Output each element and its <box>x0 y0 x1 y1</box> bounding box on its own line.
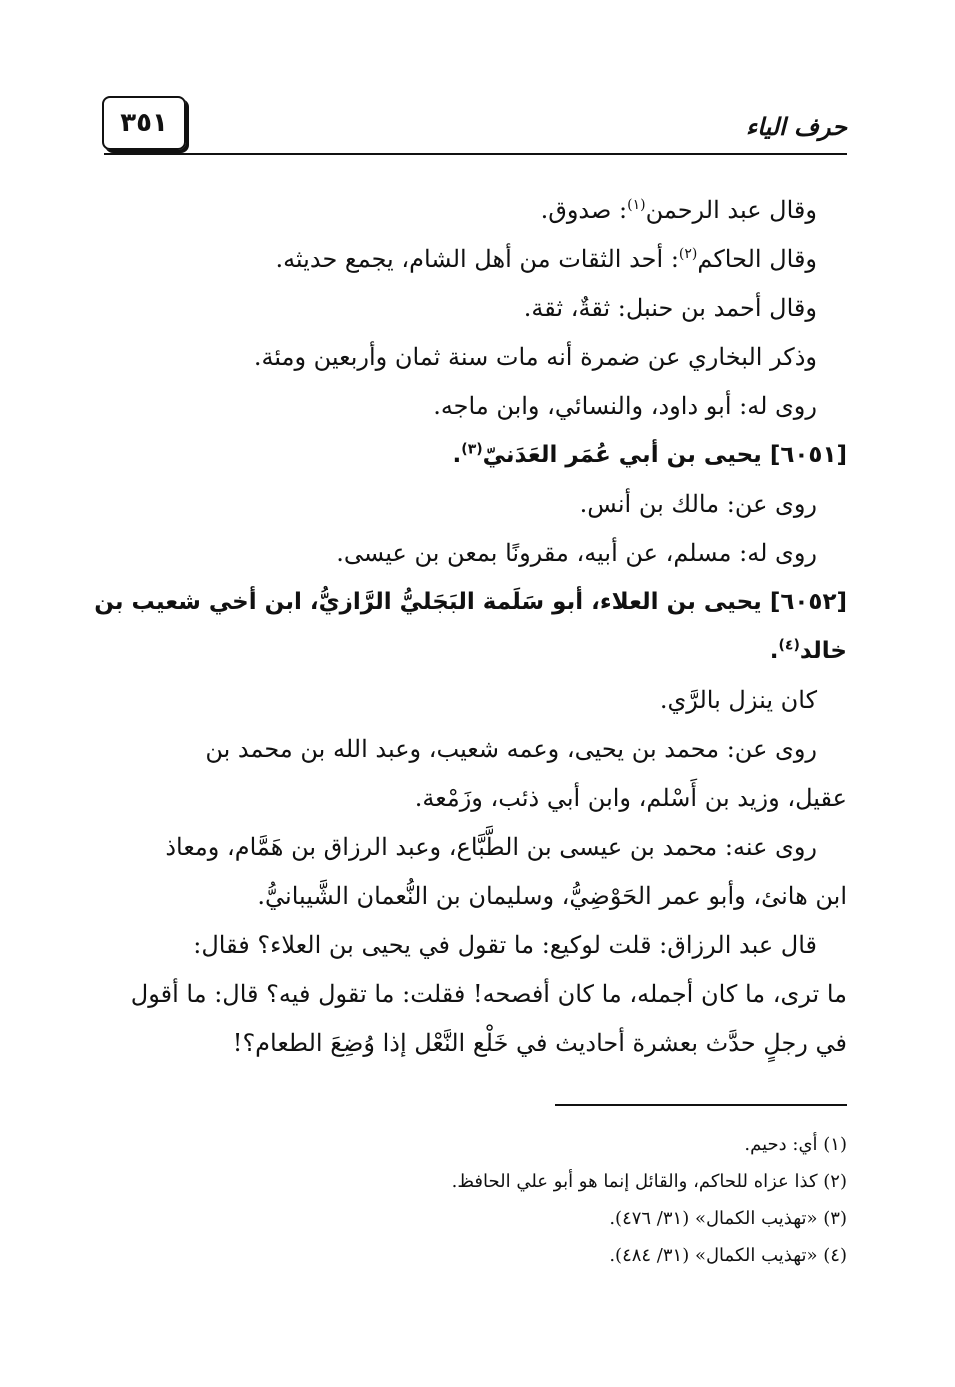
entry-number: [٦٠٥١] <box>769 442 847 468</box>
text-line: في رجلٍ حدَّث بعشرة أحاديث في خَلْع النَّعْل إذا وُضِعَ الطعام؟! <box>232 1029 847 1057</box>
text-line: روى عن: مالك بن أنس. <box>579 490 817 518</box>
entry-heading: [٦٠٥١] يحيى بن أبي عُمَر العَدَنيّ$^{(٣)}$. <box>452 441 847 468</box>
footnotes <box>104 1126 847 1274</box>
footnote-ref: (٤) <box>778 637 800 654</box>
text-line: عقيل، وزيد بن أَسْلم، وابن أبي ذئب، وزَمْعة. <box>414 784 847 812</box>
footnote: (١) أي: دحيم. <box>744 1134 847 1155</box>
footnote-ref: (٣) <box>461 441 483 458</box>
text-line: ابن هانئ، وأبو عمر الحَوْضِيُّ، وسليمان بن النُّعمان الشَّيبانيُّ. <box>257 882 847 910</box>
text-line: قال عبد الرزاق: قلت لوكيع: ما تقول في يحيى بن العلاء؟ فقال: <box>193 931 817 959</box>
footnote-ref: (١) <box>627 197 646 213</box>
text-line: روى عنه: محمد بن عيسى بن الطَّبَّاع، وعبد الرزاق بن هَمَّام، ومعاذ <box>165 833 817 861</box>
text-line: وقال عبد الرحمن$^{(١)}$: صدوق. <box>540 196 817 224</box>
entry-number: [٦٠٥٢] <box>769 589 847 615</box>
entry-heading-cont: خالد$^{(٤)}$. <box>769 637 847 664</box>
footnote-rule <box>555 1104 847 1106</box>
main-text <box>94 186 847 1068</box>
footnote: (٣) «تهذيب الكمال» (٣١/ ٤٧٦). <box>609 1208 847 1229</box>
text-line: روى عن: محمد بن يحيى، وعمه شعيب، وعبد الله بن محمد بن <box>205 735 817 763</box>
entry-heading: [٦٠٥٢] يحيى بن العلاء، أبو سَلَمة البَجَليُّ الرَّازيُّ، ابن أخي شعيب بن <box>94 589 847 615</box>
text-line: وذكر البخاري عن ضمرة أنه مات سنة ثمان وأربعين ومئة. <box>253 343 817 371</box>
text-line: ما ترى، ما كان أجمله، ما كان أفصحه! فقلت: ما تقول فيه؟ قال: ما أقول <box>130 980 847 1008</box>
footnote-ref: (٢) <box>678 246 698 262</box>
text-line: روى له: أبو داود، والنسائي، وابن ماجه. <box>433 392 817 420</box>
page-number: ٣٥١ <box>102 96 186 150</box>
text-line: كان ينزل بالرَّي. <box>659 686 817 714</box>
text-line: وقال أحمد بن حنبل: ثقةٌ، ثقة. <box>523 294 817 322</box>
footnote: (٤) «تهذيب الكمال» (٣١/ ٤٨٤). <box>609 1245 847 1266</box>
text-line: وقال الحاكم$^{(٢)}$: أحد الثقات من أهل الشام، يجمع حديثه. <box>275 245 817 273</box>
header-rule <box>104 153 847 155</box>
footnote: (٢) كذا عزاه للحاكم، والقائل إنما هو أبو علي الحافظ. <box>451 1171 847 1192</box>
running-head: حرف الياء <box>745 112 847 141</box>
text-line: روى له: مسلم، عن أبيه، مقرونًا بمعن بن عيسى. <box>336 539 817 567</box>
